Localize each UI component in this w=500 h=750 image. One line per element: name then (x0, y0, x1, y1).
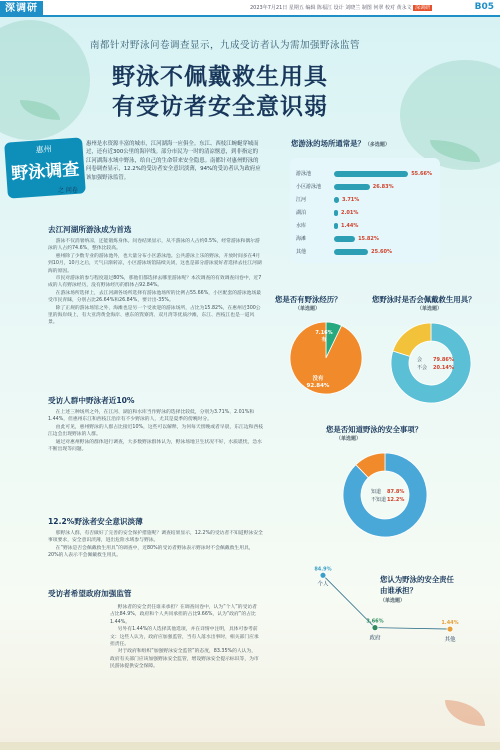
bar-value-label: 25.60% (371, 249, 392, 255)
page-number: B05 (474, 2, 494, 12)
chart-title (326, 424, 422, 442)
pie-category-label: 没有 (312, 376, 324, 382)
donut-value-label: 79.86% (433, 357, 454, 363)
badge-place: 惠州 (35, 144, 53, 155)
bar-label: 水库 (296, 223, 307, 229)
palm-shadow-top-left (0, 20, 90, 140)
bar-label: 江河 (296, 197, 307, 203)
bar (334, 171, 408, 177)
chart-subtitle: （单选题） (417, 306, 443, 312)
chart-subtitle: （单选题） (336, 436, 362, 442)
chart-title-text: 您野泳时是否会佩戴救生用具？ (372, 295, 476, 304)
paragraph: 在“野泳是否会佩戴救生用具”的调查中，近80%的受访者野泳表示野泳时不会佩戴救生用具，20%的人表示不会佩戴救生用具。 (48, 545, 254, 559)
bar-label: 小区游泳池 (296, 184, 322, 190)
section-body (48, 530, 263, 560)
donut-category-label: 不知道 (371, 497, 387, 503)
pie-value-label: 7.16% (315, 330, 333, 336)
data-value-label: 3.66% (366, 618, 384, 625)
data-value-label: 1.44% (441, 620, 459, 627)
section-title: 去江河湖所游泳成为首选 (48, 225, 132, 234)
sand-strip (0, 742, 500, 750)
bar-row (296, 209, 436, 218)
chart-title (372, 294, 475, 312)
data-point (320, 572, 326, 578)
bar-label: 湖泊 (296, 210, 307, 216)
bar-row (296, 183, 436, 192)
paragraph: 游泳不仅消暑纳凉，还能锻炼身体。问卷结果显示，从不游泳的人占约0.5%，经常游泳和偶尔游泳的人占约74.6%，整体比较高。 (48, 239, 260, 252)
data-value-label: 84.9% (314, 566, 332, 573)
category-label: 政府 (369, 635, 381, 642)
paragraph: 在上述三种场所之外，在江河、湖泊和水库当作野泳的选择比较低，分别为3.71%、2.01%和1.44%，但惠州东江和西枝江沿岸有不少野泳的人，尤其是夏季的傍晚时分。 (48, 410, 255, 423)
bar-value-label: 26.83% (372, 184, 394, 190)
data-point (447, 626, 453, 632)
bar (334, 210, 338, 216)
bar (334, 223, 338, 229)
venue-bar-chart (290, 158, 440, 263)
category-label: 个人 (317, 581, 329, 588)
paragraph: 另外有1.44%的人选择其他选项，并在详情中注明，具体可参考前文：这些人认为，政府应加强监管，当有人落水出事时，相关部门应承担责任。 (110, 627, 259, 648)
bar-label: 游泳池 (296, 171, 312, 177)
badge-title: 野泳调查 (10, 159, 80, 185)
paragraph: 除了正规的游泳场馆之外，海滩也是另一个受欢迎的游泳场所，占比为15.82%，在惠州近300公里的海岸线上，有大亚湾黄金海岸、惠东的巽寮湾、双月湾等优质沙滩，东江、西枝江也是一道风景。 (48, 305, 261, 326)
chart-title-text: 您认为野泳的安全责任由谁承担？ (380, 575, 454, 595)
section-title: 受访人群中野泳者近10% (48, 396, 135, 405)
pie-slice (393, 323, 431, 356)
headline-line-1: 野泳不佩戴救生用具 (112, 63, 328, 90)
section-title: 受访者希望政府加强监管 (48, 589, 132, 598)
pie-category-label: 有 (321, 337, 327, 343)
chart-title-text: 您游泳的场所通常是？ (291, 139, 365, 148)
section-body (48, 409, 263, 453)
paragraph: 市民对游泳的参与程度超过80%，那他们都选择去哪里游泳呢？本次调查的有效调查问卷中，近7成的人有野泳经历，没有野泳经历的群体占92.84%。 (48, 276, 262, 289)
chart-subtitle: （单选题） (380, 598, 406, 604)
chart-title (275, 294, 342, 312)
bar-value-label: 3.71% (341, 197, 360, 203)
bar (334, 197, 339, 203)
headline-line-2: 有受访者安全意识弱 (112, 93, 328, 120)
chart-subtitle: （多选题） (364, 142, 390, 148)
pie-value-label: 92.84% (306, 383, 330, 389)
section-title: 12.2%野泳者安全意识淡薄 (48, 517, 143, 526)
data-point (372, 625, 378, 631)
paragraph: 在游泳场所选择上，去江河湖各场所选择有游泳池场所的比例占55.66%，小区配套的游泳池场最受市民青睐，分别占比26.64%和26.84%，要计出-35%。 (48, 290, 262, 304)
section-masthead: 深调研 (0, 1, 43, 16)
series-line (323, 575, 450, 629)
section-body (110, 604, 260, 671)
edition-meta (250, 4, 470, 12)
chart-title (291, 138, 390, 149)
bar-row (296, 222, 436, 231)
chart-title-text: 您是否有野泳经历？ (275, 295, 342, 304)
donut-category-label: 不会 (417, 365, 428, 371)
department-tag: 深调研 (415, 5, 431, 11)
bar-row (296, 235, 436, 244)
badge-subtitle: 之 问卷 (58, 187, 78, 194)
bar (334, 236, 355, 242)
bar (334, 184, 370, 190)
paragraph: 由此可见，惠州野泳的人群占比接近10%，这些可以解释，为何每天傍晚或者早晨，东江边和西枝江边会出现野泳的人群。 (48, 424, 264, 438)
bar-value-label: 55.66% (411, 171, 433, 177)
leaf-decoration (445, 700, 485, 726)
intro-paragraph: 惠州是水资源丰富的城市，江河湖海一应俱全。东江、西枝江蜿蜒穿城而过，还有近300公里的海岸线。部分市民为一时的清凉惬意，到非指定的江河湖海水域中野泳，给自己的生命带来安全隐患。南都针对惠州野泳的问卷调查显示，12.2%的受访者安全意识淡薄，94%的受访者认为政府应该加强野泳监管。 (86, 141, 261, 181)
paragraph: 野泳者的安全责任谁来承担？在调查问卷中，认为“个人”的受访者占比84.9%，政府和个人共同承担的占比9.66%，认为“政府”的占比1.44%。 (110, 605, 257, 625)
section-body (48, 238, 263, 327)
chart-subtitle: （单选题） (295, 306, 321, 312)
paragraph: 惠州除了少数专业的游泳池外，也大量分布小区游泳池。公共游泳上乐的野泳，开放时间多在4月到10月，10月之后，天气日渐转凉，小区游泳场馆陆续关闭，这也是部分游泳爱好者选择去往江河湖海的原因。 (48, 253, 262, 274)
lifegear-donut-chart (386, 318, 476, 408)
safety-donut-chart (338, 448, 433, 543)
donut-value-label: 20.14% (433, 365, 454, 371)
donut-value-label: 12.2% (387, 497, 405, 503)
donut-value-label: 87.8% (387, 489, 405, 495)
bar-row (296, 248, 436, 257)
bar-label: 其他 (296, 249, 307, 255)
category-label: 其他 (444, 637, 456, 644)
bar-row (296, 170, 436, 179)
experience-pie-chart (286, 318, 366, 398)
paragraph: 通过对惠州野泳的群体进行调查，大多数野泳群体认为，野泳场地卫生状况不好，水质堪忧，急水不断出现等问题。 (48, 439, 262, 453)
bar-value-label: 2.01% (341, 210, 359, 216)
bar-label: 海滩 (296, 236, 307, 242)
bar-row (296, 196, 436, 205)
bar-value-label: 1.44% (341, 223, 359, 229)
bar-value-label: 15.82% (358, 236, 379, 242)
donut-category-label: 知道 (371, 489, 382, 495)
paragraph: 对于政府和组织“加强野泳安全监管”的态度，83.35%的人认为，政府有关部门应该加强野泳安全监管，增设野泳安全提示标识等，为市民游泳提供安全保障。 (110, 649, 259, 670)
paragraph: 那野泳人群，有否做好了完善的安全保护措施呢？调查结果显示，12.2%的受访者不知道野泳安全事项要求，安全意识淡薄，进出危险水域参与野泳。 (48, 531, 263, 544)
headline-deck: 南都针对野泳问卷调查显示，九成受访者认为需加强野泳监管 (90, 40, 361, 51)
donut-category-label: 会 (417, 357, 423, 363)
chart-title-text: 您是否知道野泳的安全事项？ (326, 425, 423, 434)
responsibility-line-chart (305, 560, 490, 655)
bar (334, 249, 368, 255)
edition-info: 2023年7月21日 星期五 编辑 陈福江 设计 刘晓兰 制图 何翠 校对 黄永文 (250, 5, 412, 11)
